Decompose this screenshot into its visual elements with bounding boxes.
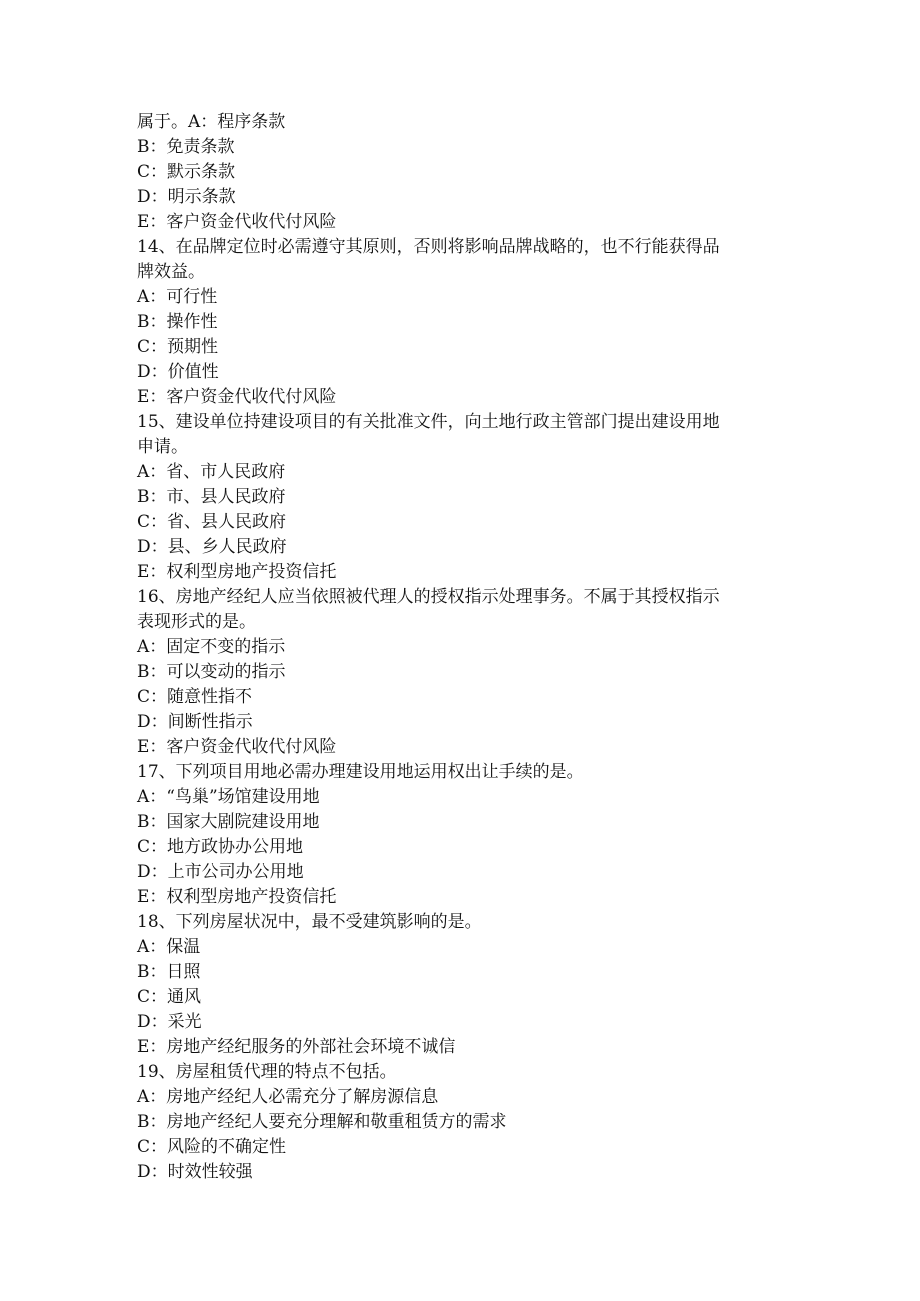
option-line: A：“鸟巢”场馆建设用地: [137, 787, 320, 807]
question-14-line-2: 牌效益。: [137, 262, 205, 282]
option-line: D：采光: [137, 1012, 202, 1032]
question-18: 18、下列房屋状况中，最不受建筑影响的是。: [137, 912, 482, 932]
question-16-line-1: 16、房地产经纪人应当依照被代理人的授权指示处理事务。不属于其授权指示: [137, 587, 720, 607]
option-line: A：可行性: [137, 287, 218, 307]
option-line: D：上市公司办公用地: [137, 862, 304, 882]
option-line: D：价值性: [137, 362, 219, 382]
option-line: C：通风: [137, 987, 202, 1007]
option-line: A：固定不变的指示: [137, 637, 286, 657]
question-17: 17、下列项目用地必需办理建设用地运用权出让手续的是。: [137, 762, 584, 782]
option-line: E：权利型房地产投资信托: [137, 887, 337, 907]
option-line: D：间断性指示: [137, 712, 253, 732]
option-line: D：明示条款: [137, 187, 236, 207]
option-line: C：默示条款: [137, 162, 236, 182]
question-19: 19、房屋租赁代理的特点不包括。: [137, 1062, 397, 1082]
option-line: E：客户资金代收代付风险: [137, 737, 337, 757]
option-line: A：省、市人民政府: [137, 462, 286, 482]
option-line: B：操作性: [137, 312, 218, 332]
question-14-line-1: 14、在品牌定位时必需遵守其原则，否则将影响品牌战略的，也不行能获得品: [137, 237, 720, 257]
document-body: [137, 110, 777, 1185]
option-line: E：权利型房地产投资信托: [137, 562, 337, 582]
option-line: A：保温: [137, 937, 201, 957]
option-line: D：时效性较强: [137, 1162, 253, 1182]
option-line: E：房地产经纪服务的外部社会环境不诚信: [137, 1037, 456, 1057]
option-line: D：县、乡人民政府: [137, 537, 287, 557]
option-line: C：预期性: [137, 337, 219, 357]
text-line: 属于。A：程序条款: [137, 112, 286, 132]
question-16-line-2: 表现形式的是。: [137, 612, 256, 632]
option-line: E：客户资金代收代付风险: [137, 387, 337, 407]
option-line: B：日照: [137, 962, 201, 982]
option-line: E：客户资金代收代付风险: [137, 212, 337, 232]
option-line: C：省、县人民政府: [137, 512, 287, 532]
option-line: C：地方政协办公用地: [137, 837, 304, 857]
option-line: C：随意性指不: [137, 687, 253, 707]
option-line: B：可以变动的指示: [137, 662, 286, 682]
option-line: B：市、县人民政府: [137, 487, 286, 507]
option-line: C：风险的不确定性: [137, 1137, 287, 1157]
option-line: B：免责条款: [137, 137, 235, 157]
question-15-line-2: 申请。: [137, 437, 188, 457]
option-line: A：房地产经纪人必需充分了解房源信息: [137, 1087, 439, 1107]
option-line: B：国家大剧院建设用地: [137, 812, 320, 832]
option-line: B：房地产经纪人要充分理解和敬重租赁方的需求: [137, 1112, 507, 1132]
question-15-line-1: 15、建设单位持建设项目的有关批准文件，向土地行政主管部门提出建设用地: [137, 412, 720, 432]
